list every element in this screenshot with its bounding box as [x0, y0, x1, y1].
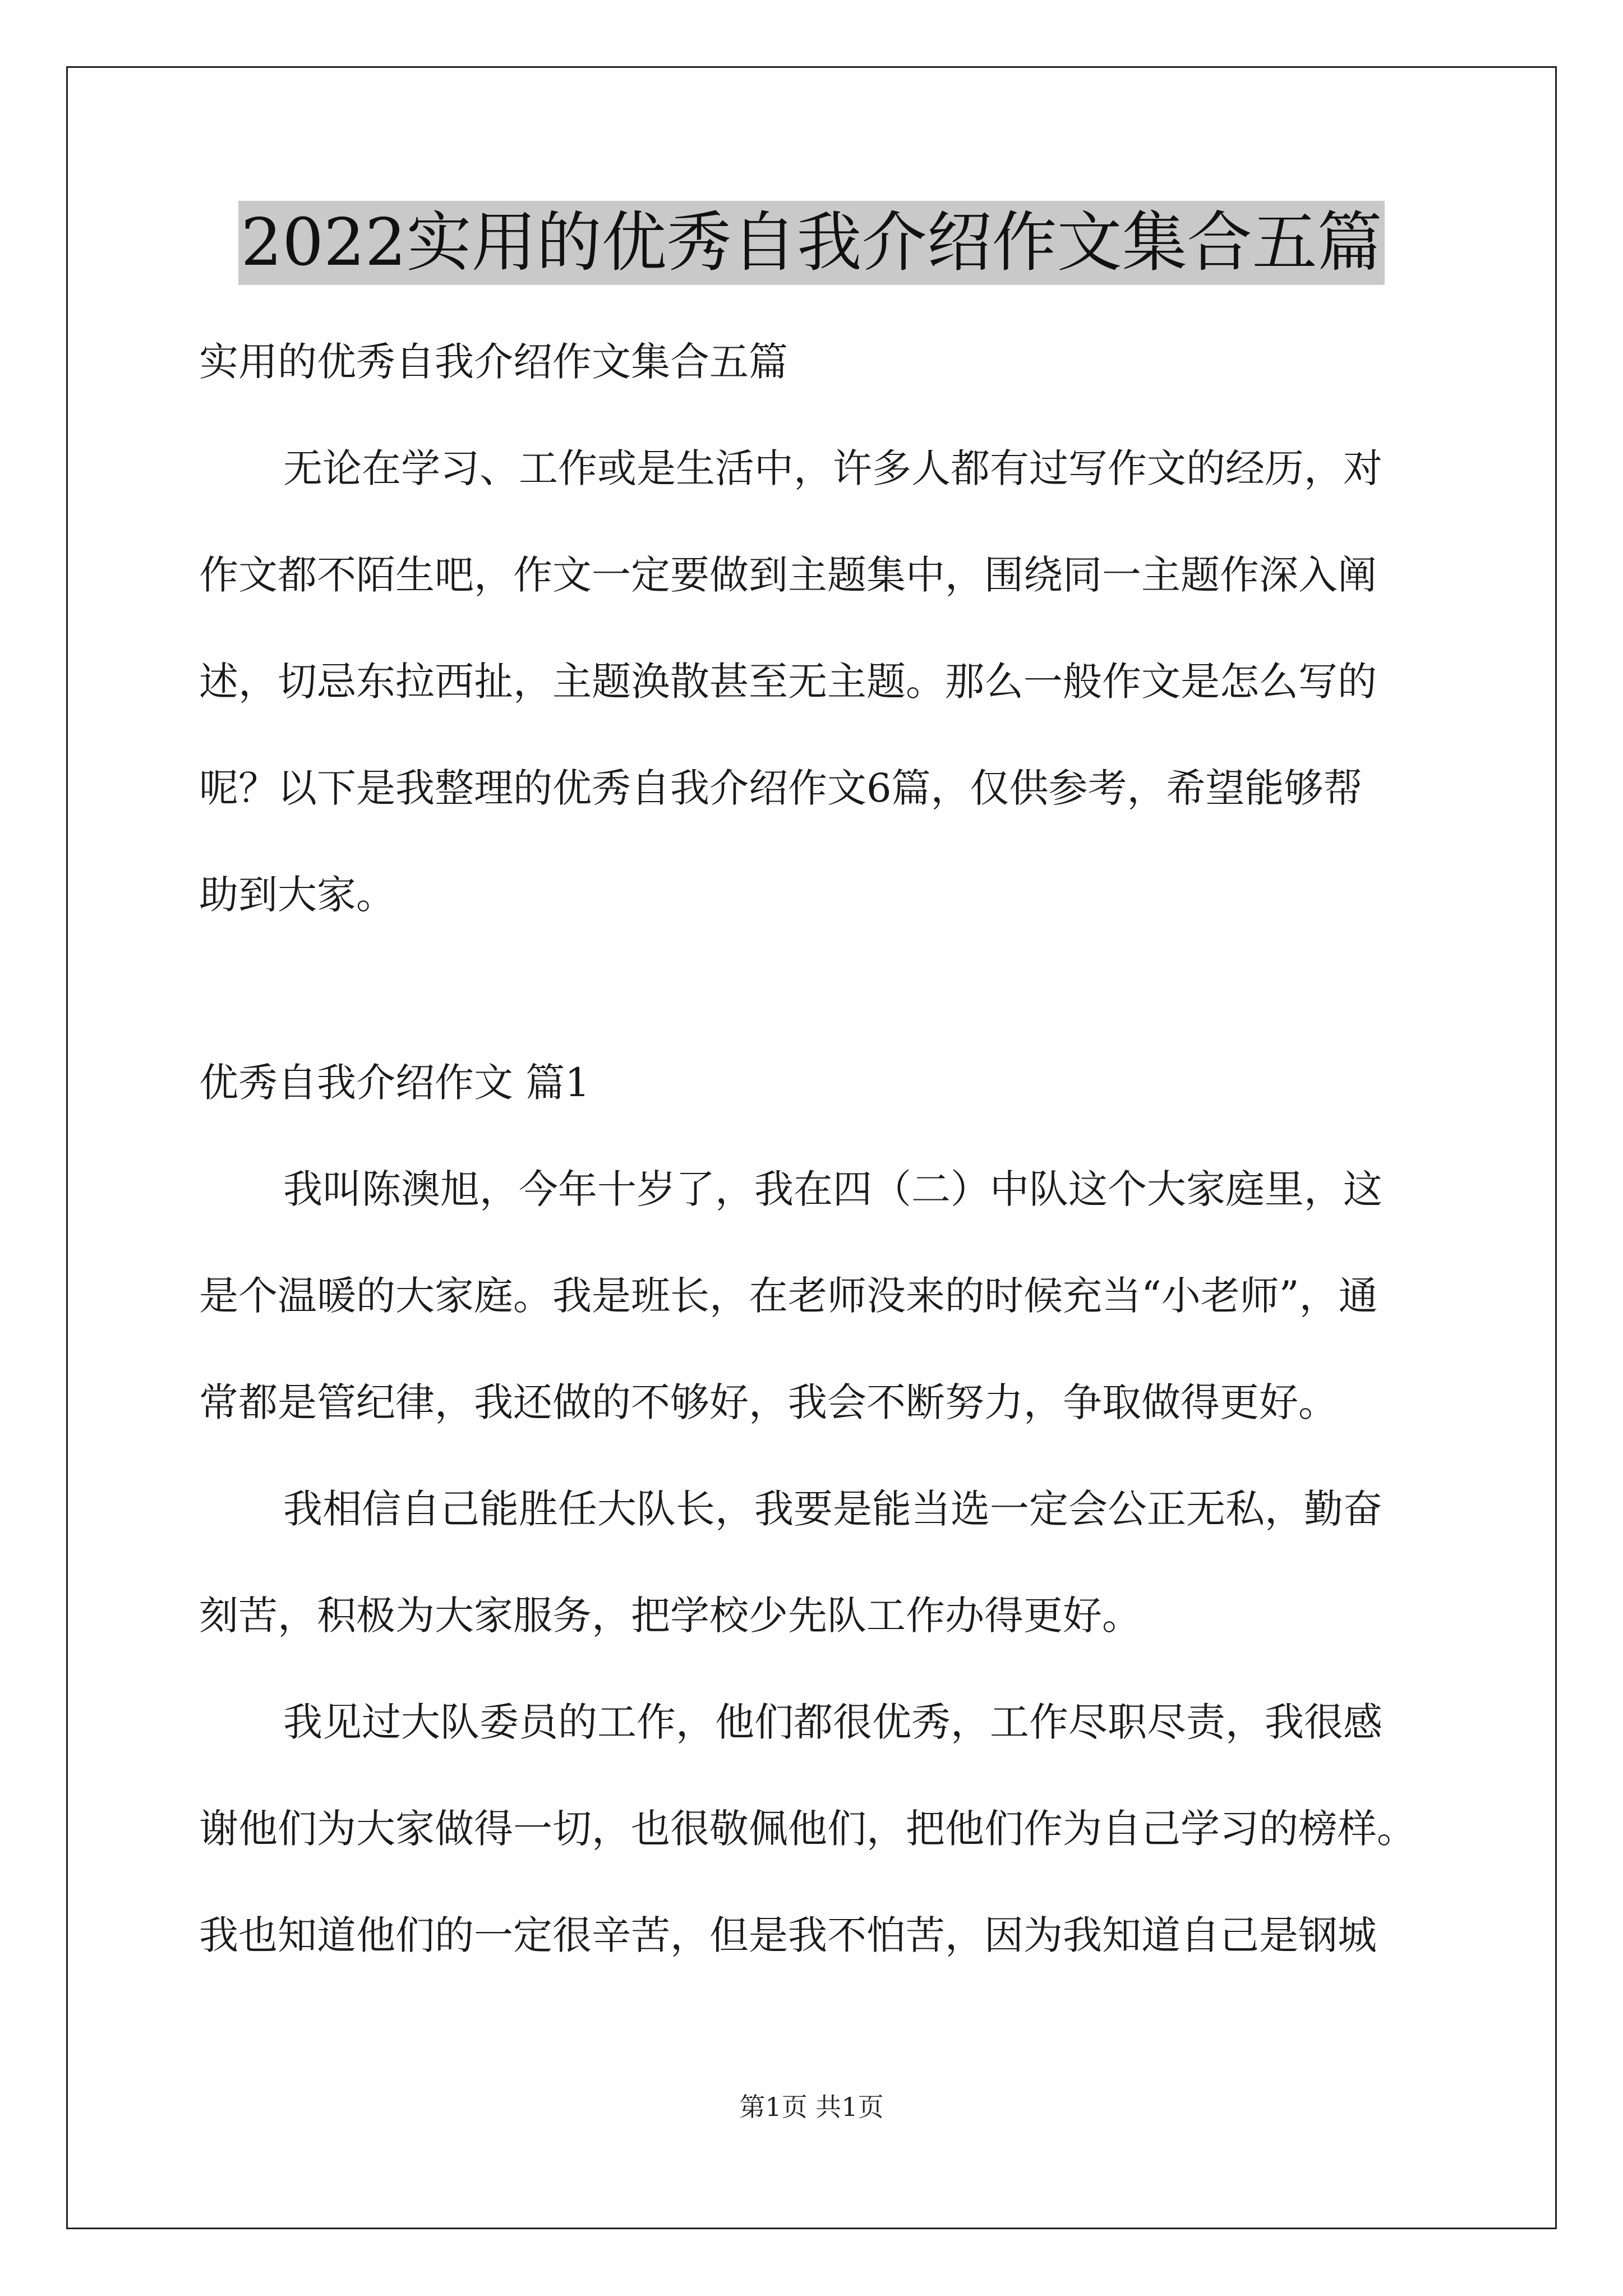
- paragraph-line: 呢？以下是我整理的优秀自我介绍作文6篇，仅供参考，希望能够帮: [199, 765, 1363, 811]
- paragraph-line: 无论在学习、工作或是生活中，许多人都有过写作文的经历，对: [283, 445, 1382, 491]
- section-heading: 优秀自我介绍作文 篇1: [199, 1060, 590, 1106]
- paragraph-line: 我也知道他们的一定很辛苦，但是我不怕苦，因为我知道自己是钢城: [199, 1912, 1377, 1958]
- paragraph-line: 作文都不陌生吧，作文一定要做到主题集中，围绕同一主题作深入阐: [199, 552, 1377, 598]
- document-title: 2022实用的优秀自我介绍作文集合五篇: [238, 201, 1384, 285]
- paragraph-line: 是个温暖的大家庭。我是班长，在老师没来的时候充当“小老师”，通: [199, 1273, 1378, 1319]
- paragraph-line: 助到大家。: [199, 872, 395, 918]
- document-subtitle: 实用的优秀自我介绍作文集合五篇: [199, 339, 788, 385]
- paragraph-line: 述，切忌东拉西扯，主题涣散甚至无主题。那么一般作文是怎么写的: [199, 659, 1377, 705]
- page-footer: 第1页 共1页: [739, 2092, 884, 2122]
- paragraph-line: 我叫陈澳旭，今年十岁了，我在四（二）中队这个大家庭里，这: [283, 1166, 1382, 1212]
- page-border: [66, 66, 1557, 2229]
- paragraph-line: 谢他们为大家做得一切，也很敬佩他们，把他们作为自己学习的榜样。: [199, 1806, 1416, 1852]
- paragraph-line: 刻苦，积极为大家服务，把学校少先队工作办得更好。: [199, 1593, 1141, 1639]
- title-container: [0, 201, 1623, 285]
- paragraph-line: 我见过大队委员的工作，他们都很优秀，工作尽职尽责，我很感: [283, 1699, 1382, 1745]
- paragraph-line: 我相信自己能胜任大队长，我要是能当选一定会公正无私，勤奋: [283, 1486, 1382, 1532]
- paragraph-line: 常都是管纪律，我还做的不够好，我会不断努力，争取做得更好。: [199, 1379, 1338, 1425]
